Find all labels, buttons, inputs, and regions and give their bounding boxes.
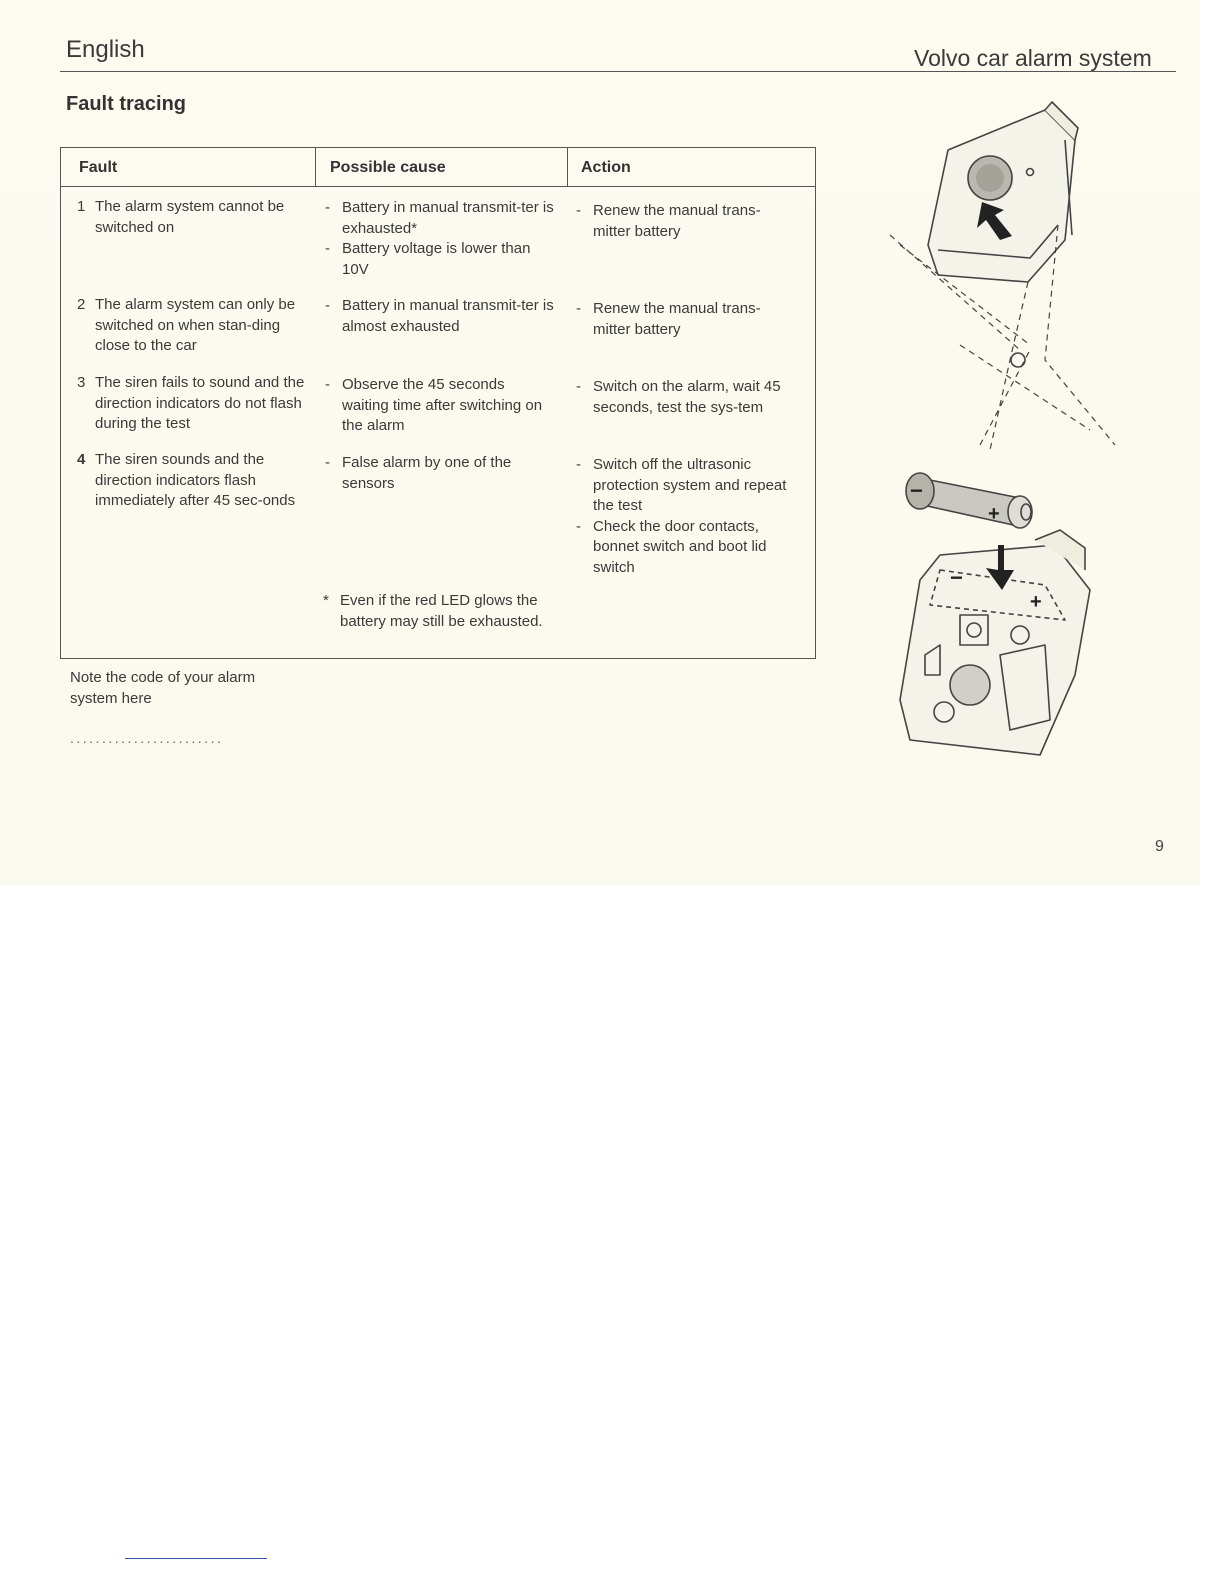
header-language: English xyxy=(66,36,145,63)
action-item: - Renew the manual trans-mitter battery xyxy=(576,202,761,240)
row-number: 3 xyxy=(77,374,86,391)
action-item: - Switch on the alarm, wait 45 seconds, test the sys-tem xyxy=(576,378,781,416)
table-row-cause xyxy=(325,375,555,437)
row-number: 4 xyxy=(77,451,86,468)
table-row-fault xyxy=(77,197,307,238)
table-row-action xyxy=(576,201,796,242)
column-divider xyxy=(567,148,568,187)
footnote-text: Even if the red LED glows the battery may still be exhausted. xyxy=(340,592,543,630)
table-row-cause xyxy=(325,296,555,337)
battery-minus-label: − xyxy=(910,478,923,503)
cause-item: - False alarm by one of the sensors xyxy=(325,454,512,492)
table-header-rule xyxy=(61,186,815,187)
table-row-action xyxy=(576,299,796,340)
code-entry-dots: ........................ xyxy=(70,730,224,746)
row-number: 1 xyxy=(77,198,86,215)
table-footnote xyxy=(323,591,543,632)
column-header-fault: Fault xyxy=(79,159,118,176)
fault-tracing-table xyxy=(60,147,816,659)
action-item: - Switch off the ultrasonic protection system and repeat the test xyxy=(576,456,787,514)
table-row-fault xyxy=(77,450,307,512)
column-divider xyxy=(315,148,316,187)
row-number: 2 xyxy=(77,296,86,313)
column-header-cause: Possible cause xyxy=(330,159,446,176)
table-row-cause xyxy=(325,198,555,280)
fault-text: The siren sounds and the direction indicators flash immediately after 45 sec-onds xyxy=(95,451,296,509)
fault-text: The alarm system cannot be switched on xyxy=(95,198,285,236)
transmitter-battery-illustration xyxy=(880,100,1125,765)
battery-drawing xyxy=(906,473,1032,528)
signal-symbol-icon xyxy=(1011,353,1025,367)
header-rule xyxy=(60,71,1176,72)
code-note: Note the code of your alarm system here xyxy=(70,669,256,707)
footnote-mark: * xyxy=(323,592,329,609)
table-row-fault xyxy=(77,373,307,435)
battery-plus-label: + xyxy=(988,503,1000,525)
footer-rule xyxy=(125,1558,267,1559)
table-row-fault xyxy=(77,295,307,357)
action-item: - Renew the manual trans-mitter battery xyxy=(576,300,761,338)
cause-item: - Battery voltage is lower than 10V xyxy=(325,240,531,278)
slot-plus-label: + xyxy=(1030,591,1042,613)
action-item: - Check the door contacts, bonnet switch and boot lid switch xyxy=(576,517,767,576)
table-row-cause xyxy=(325,453,555,494)
table-row-action xyxy=(576,455,796,578)
header-title: Volvo car alarm system xyxy=(914,45,1152,71)
page-number: 9 xyxy=(1155,838,1164,855)
fault-text: The alarm system can only be switched on when stan-ding close to the car xyxy=(95,296,296,354)
transmitter-open-drawing xyxy=(900,530,1090,755)
table-row-action xyxy=(576,377,796,418)
slot-minus-label: − xyxy=(950,565,963,590)
cause-item: - Battery in manual transmit-ter is exhausted* xyxy=(325,199,554,237)
cause-item: - Battery in manual transmit-ter is almost exhausted xyxy=(325,297,554,335)
fault-text: The siren fails to sound and the direction indicators do not flash during the test xyxy=(95,374,305,432)
column-header-action: Action xyxy=(581,159,631,176)
cause-item: - Observe the 45 seconds waiting time after switching on the alarm xyxy=(325,376,543,434)
section-title: Fault tracing xyxy=(66,93,187,115)
